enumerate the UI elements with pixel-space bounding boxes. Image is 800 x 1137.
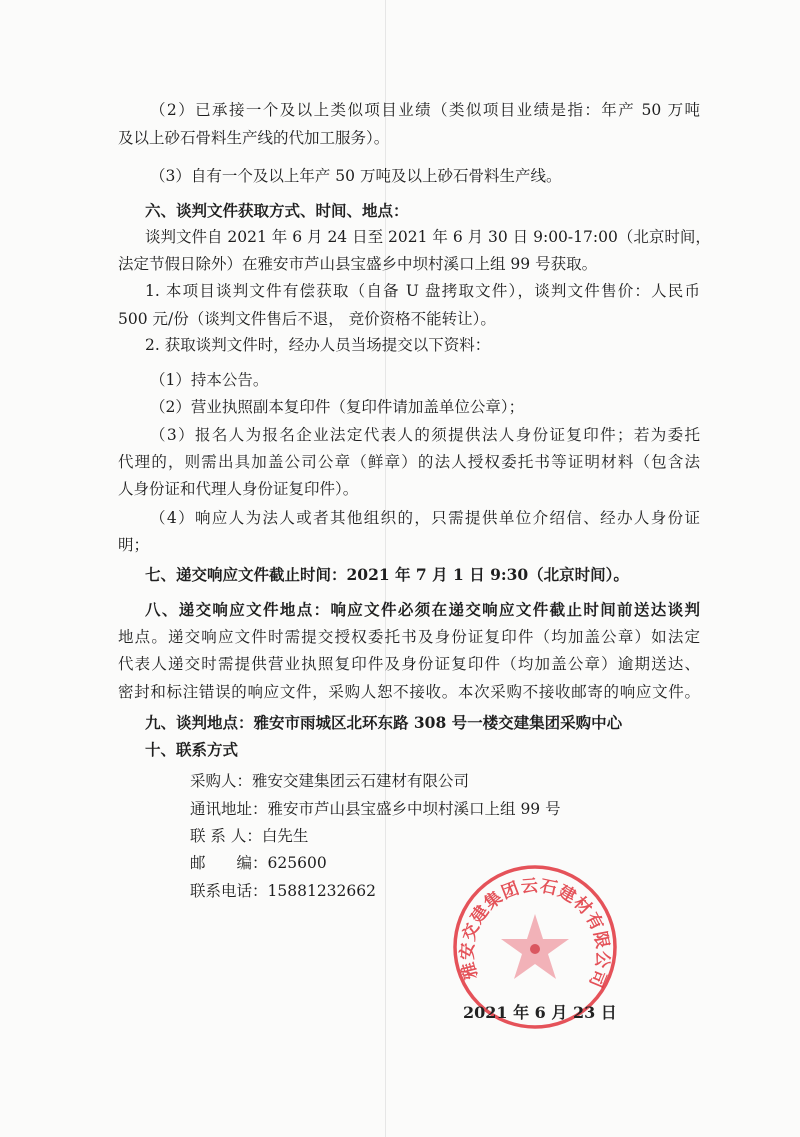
- seal-text: 雅安交建集团云石建材有限公司: [457, 875, 613, 991]
- section-heading: 九、谈判地点：雅安市雨城区北环东路 308 号一楼交建集团采购中心: [145, 713, 623, 732]
- contact-label: 联 系 人：: [190, 827, 262, 845]
- section-heading: 七、递交响应文件截止时间：2021 年 7 月 1 日 9:30（北京时间）。: [145, 565, 629, 584]
- text-line: 明；: [118, 536, 150, 554]
- text-line: 代理的，则需出具加盖公司公章（鲜章）的法人授权委托书等证明材料（包含法: [118, 453, 700, 471]
- text-line: 及以上砂石骨料生产线的代加工服务）。: [118, 129, 390, 147]
- contact-label: 联系电话：: [190, 882, 268, 900]
- text-line: 法定节假日除外）在雅安市芦山县宝盛乡中坝村溪口上组 99 号获取。: [118, 255, 598, 273]
- text-line: 人身份证和代理人身份证复印件）。: [118, 480, 359, 498]
- text-line: 2. 获取谈判文件时，经办人员当场提交以下资料：: [145, 336, 491, 354]
- text-line: 谈判文件自 2021 年 6 月 24 日至 2021 年 6 月 30 日 9:00-17:00（北京时间，: [145, 228, 711, 246]
- contact-person: [190, 826, 308, 846]
- contact-purchaser: [190, 771, 469, 791]
- contact-label: 采购人：: [190, 772, 253, 790]
- contact-postcode: [190, 853, 327, 873]
- text-line: 1. 本项目谈判文件有偿获取（自备 U 盘拷取文件），谈判文件售价：人民币: [145, 282, 700, 300]
- text-line: （4）响应人为法人或者其他组织的，只需提供单位介绍信、经办人身份证: [150, 509, 700, 527]
- text-line: （3）报名人为报名企业法定代表人的须提供法人身份证复印件；若为委托: [150, 426, 700, 444]
- contact-label: 邮 编：: [190, 854, 268, 872]
- section-heading: 十、联系方式: [145, 740, 239, 759]
- contact-label: 通讯地址：: [190, 800, 268, 818]
- section-heading: 六、谈判文件获取方式、时间、地点：: [145, 201, 409, 220]
- text-line: （2）营业执照副本复印件（复印件请加盖单位公章）；: [150, 398, 525, 416]
- signature-date: 2021 年 6 月 23 日: [463, 1003, 617, 1022]
- text-line: （3）自有一个及以上年产 50 万吨及以上砂石骨料生产线。: [150, 167, 562, 185]
- text-line: （1）持本公告。: [150, 371, 269, 389]
- contact-value: 雅安市芦山县宝盛乡中坝村溪口上组 99 号: [267, 800, 561, 818]
- section-heading: 八、递交响应文件地点：响应文件必须在递交响应文件截止时间前送达谈判: [145, 600, 700, 619]
- text-line: 代表人递交时需提供营业执照复印件及身份证复印件（均加盖公章）逾期送达、: [118, 655, 700, 673]
- contact-phone: [190, 881, 376, 901]
- contact-value: 625600: [267, 854, 327, 872]
- text-line: 密封和标注错误的响应文件，采购人恕不接收。本次采购不接收邮寄的响应文件。: [118, 683, 700, 701]
- contact-value: 白先生: [261, 827, 309, 845]
- text-line: （2）已承接一个及以上类似项目业绩（类似项目业绩是指：年产 50 万吨: [150, 101, 700, 119]
- contact-value: 雅安交建集团云石建材有限公司: [252, 772, 470, 790]
- contact-value: 15881232662: [267, 882, 376, 900]
- contact-address: [190, 799, 561, 819]
- text-line: 500 元/份（谈判文件售后不退， 竞价资格不能转让）。: [118, 310, 496, 328]
- text-line: 地点。递交响应文件时需提交授权委托书及身份证复印件（均加盖公章）如法定: [118, 628, 700, 646]
